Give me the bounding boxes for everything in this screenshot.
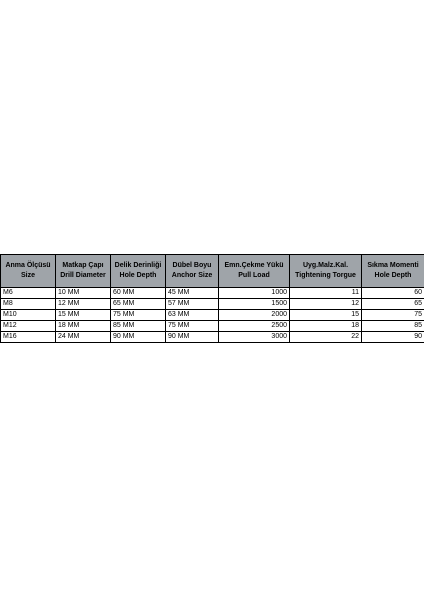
table-cell: 75 xyxy=(362,310,424,321)
table-cell: 2000 xyxy=(219,310,290,321)
table-cell: 45 MM xyxy=(166,288,219,299)
table-cell: 1500 xyxy=(219,299,290,310)
table-cell: 85 xyxy=(362,321,424,332)
header-hole-depth xyxy=(111,255,166,288)
table-cell: 12 MM xyxy=(56,299,111,310)
table-row xyxy=(1,310,424,321)
table-cell: 11 xyxy=(290,288,362,299)
table-cell: 18 xyxy=(290,321,362,332)
header-line: Uyg.Malz.Kal. xyxy=(302,262,349,269)
table-cell: 65 xyxy=(362,299,424,310)
table-cell: 90 MM xyxy=(111,332,166,343)
table-cell: 75 MM xyxy=(111,310,166,321)
table-cell: 90 MM xyxy=(166,332,219,343)
header-drill-diameter xyxy=(56,255,111,288)
table-cell: 90 xyxy=(362,332,424,343)
table-cell: M16 xyxy=(1,332,56,343)
header-line: Sıkma Momenti xyxy=(367,262,419,269)
table-cell: 1000 xyxy=(219,288,290,299)
header-line: Drill Diameter xyxy=(60,272,106,279)
table-cell: 12 xyxy=(290,299,362,310)
table-cell: 63 MM xyxy=(166,310,219,321)
table-cell: M6 xyxy=(1,288,56,299)
header-pull-load xyxy=(219,255,290,288)
table-cell: M12 xyxy=(1,321,56,332)
table-cell: 15 MM xyxy=(56,310,111,321)
table-cell: 22 xyxy=(290,332,362,343)
table-cell: M8 xyxy=(1,299,56,310)
header-line: Hole Depth xyxy=(119,272,157,279)
table-cell: 10 MM xyxy=(56,288,111,299)
header-line: Tightening Torgue xyxy=(295,272,356,279)
header-line: Dübel Boyu xyxy=(172,262,212,269)
table-header-row xyxy=(1,255,424,288)
table-cell: M10 xyxy=(1,310,56,321)
table-cell: 18 MM xyxy=(56,321,111,332)
table-row xyxy=(1,299,424,310)
header-anchor-size xyxy=(166,255,219,288)
table-cell: 60 MM xyxy=(111,288,166,299)
table-cell: 24 MM xyxy=(56,332,111,343)
header-size xyxy=(1,255,56,288)
table-row xyxy=(1,332,424,343)
table-row xyxy=(1,288,424,299)
header-line: Size xyxy=(20,272,35,279)
header-line: Anchor Size xyxy=(171,272,213,279)
table-cell: 15 xyxy=(290,310,362,321)
header-line: Anma Ölçüsü xyxy=(5,262,51,269)
header-line: Delik Derinliği xyxy=(114,262,162,269)
header-line: Matkap Çapı xyxy=(62,262,104,269)
header-line: Emn.Çekme Yükü xyxy=(224,262,284,269)
table-cell: 3000 xyxy=(219,332,290,343)
table-cell: 85 MM xyxy=(111,321,166,332)
table-cell: 65 MM xyxy=(111,299,166,310)
header-line: Pull Load xyxy=(238,272,270,279)
table-cell: 60 xyxy=(362,288,424,299)
header-tightening-moment xyxy=(362,255,424,288)
table-row xyxy=(1,321,424,332)
spec-table xyxy=(0,254,424,343)
table-cell: 57 MM xyxy=(166,299,219,310)
header-line: Hole Depth xyxy=(374,272,412,279)
table-cell: 75 MM xyxy=(166,321,219,332)
header-tightening-torque xyxy=(290,255,362,288)
table-cell: 2500 xyxy=(219,321,290,332)
